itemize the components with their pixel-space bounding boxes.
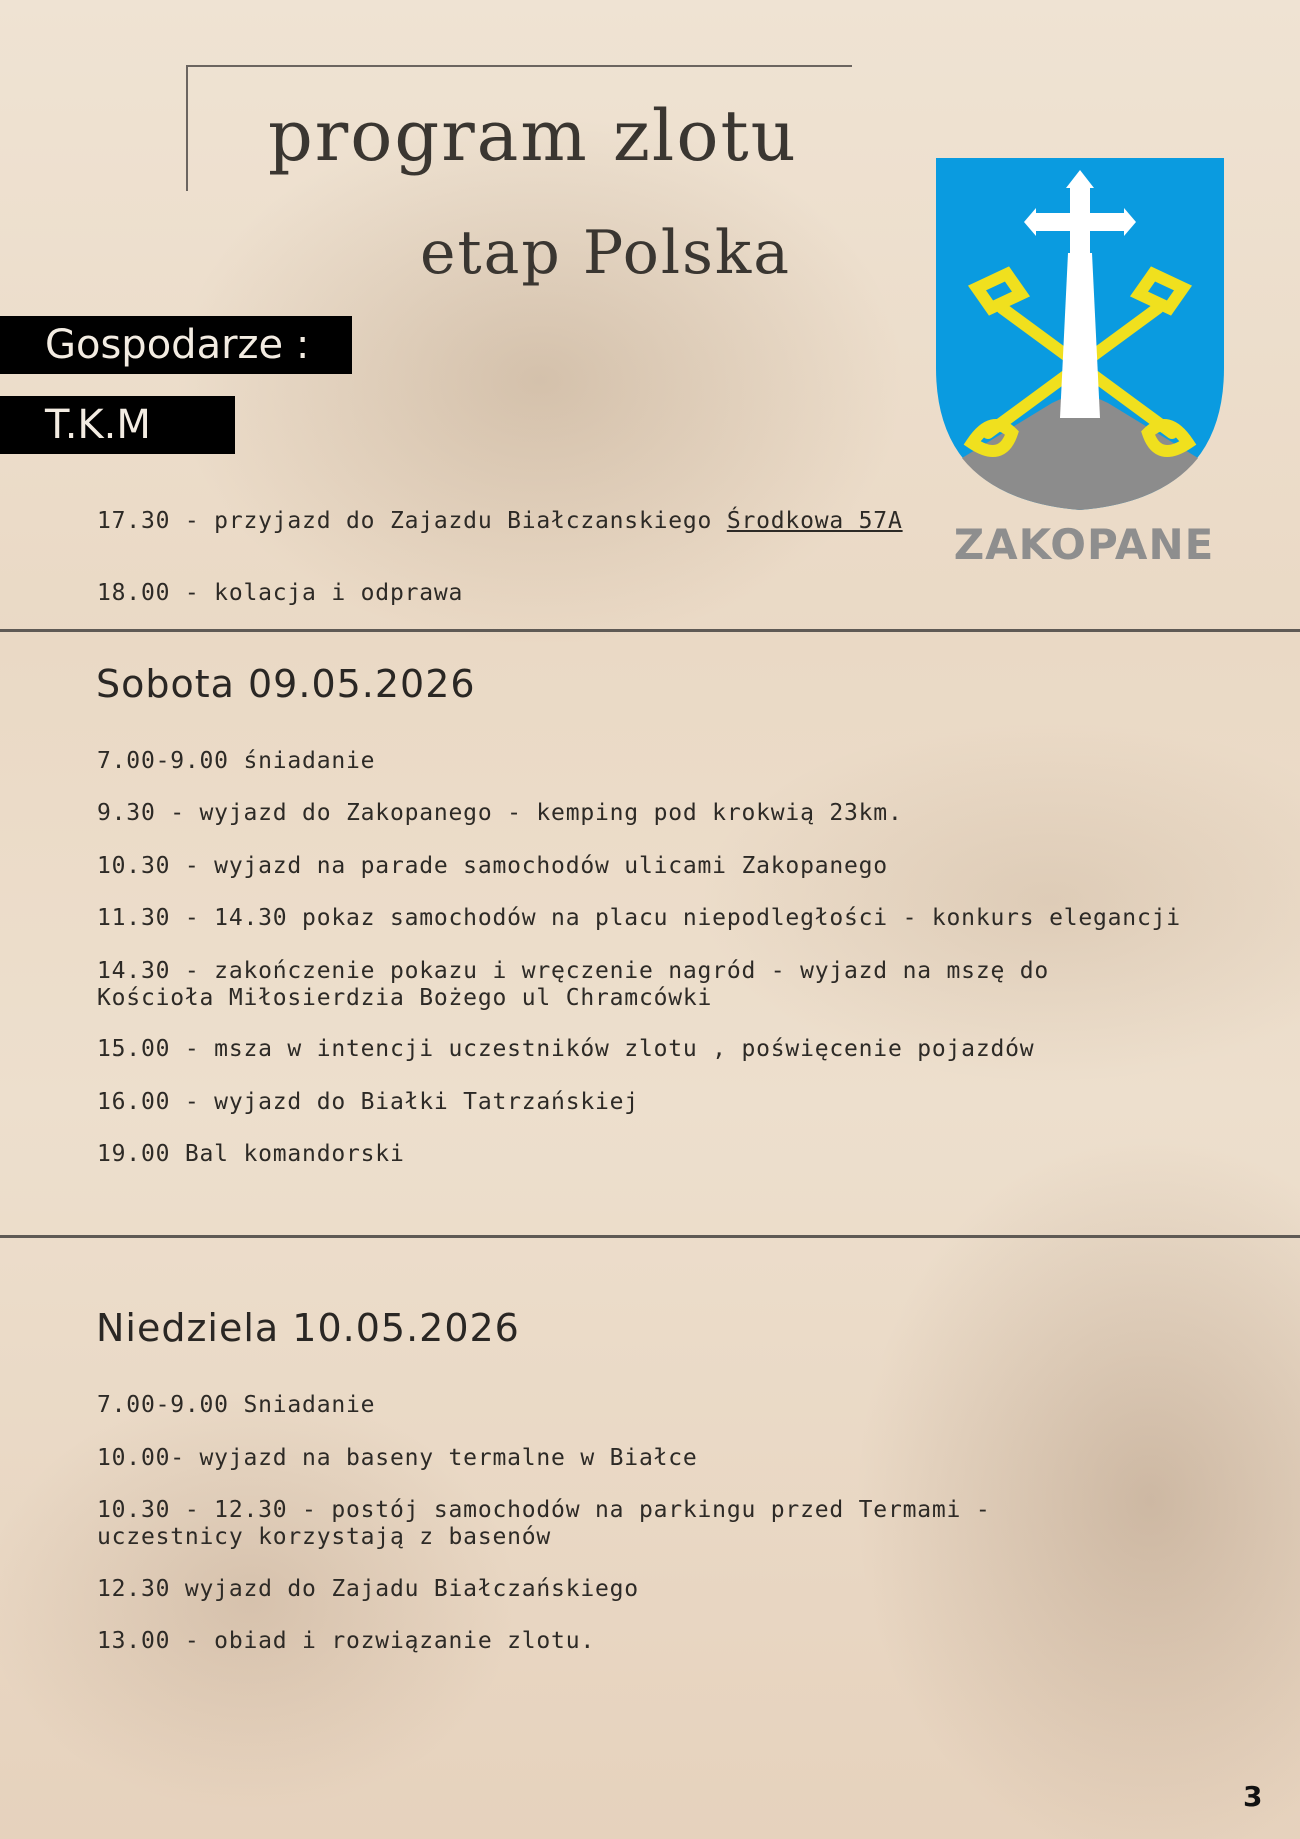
saturday-item: 9.30 - wyjazd do Zakopanego - kemping pod krokwią 23km. [97,800,903,826]
sunday-heading: Niedziela 10.05.2026 [96,1306,520,1350]
saturday-item: 16.00 - wyjazd do Białki Tatrzańskiej [97,1089,639,1115]
saturday-item: 14.30 - zakończenie pokazu i wręczenie nagród - wyjazd na mszę do Kościoła Miłosierdzia Bożego ul Chramcówki [97,958,1050,1011]
page-number: 3 [1243,1780,1263,1813]
hosts-name: T.K.M [0,396,235,454]
sunday-item: 10.30 - 12.30 - postój samochodów na parkingu przed Termami - uczestnicy korzystają z basenów [97,1497,991,1550]
sunday-item: 12.30 wyjazd do Zajadu Białczańskiego [97,1576,639,1602]
saturday-heading: Sobota 09.05.2026 [96,662,476,706]
section-divider [0,629,1300,632]
frame-line-left [186,65,188,191]
friday-item-text: 17.30 - przyjazd do Zajazdu Białczanskiego [97,508,727,534]
sunday-item: 7.00-9.00 Sniadanie [97,1392,376,1418]
address-link[interactable]: Środkowa 57A [726,508,903,534]
page-title: program zlotu [268,95,798,177]
saturday-item: 10.30 - wyjazd na parade samochodów ulicami Zakopanego [97,853,888,879]
crest-town-name: ZAKOPANE [953,520,1215,569]
sunday-item: 13.00 - obiad i rozwiązanie zlotu. [97,1628,596,1654]
friday-item: 18.00 - kolacja i odprawa [97,580,464,606]
section-divider [0,1235,1300,1238]
saturday-item: 7.00-9.00 śniadanie [97,748,376,774]
friday-item [97,508,903,535]
page-subtitle: etap Polska [420,218,792,288]
frame-line-top [186,65,852,67]
sunday-item: 10.00- wyjazd na baseny termalne w Białce [97,1445,698,1471]
hosts-label: Gospodarze : [0,316,352,374]
zakopane-coat-of-arms-icon [932,158,1228,513]
saturday-item: 19.00 Bal komandorski [97,1141,405,1167]
saturday-item: 11.30 - 14.30 pokaz samochodów na placu niepodległości - konkurs elegancji [97,905,1181,931]
saturday-item: 15.00 - msza w intencji uczestników zlotu , poświęcenie pojazdów [97,1036,1035,1062]
